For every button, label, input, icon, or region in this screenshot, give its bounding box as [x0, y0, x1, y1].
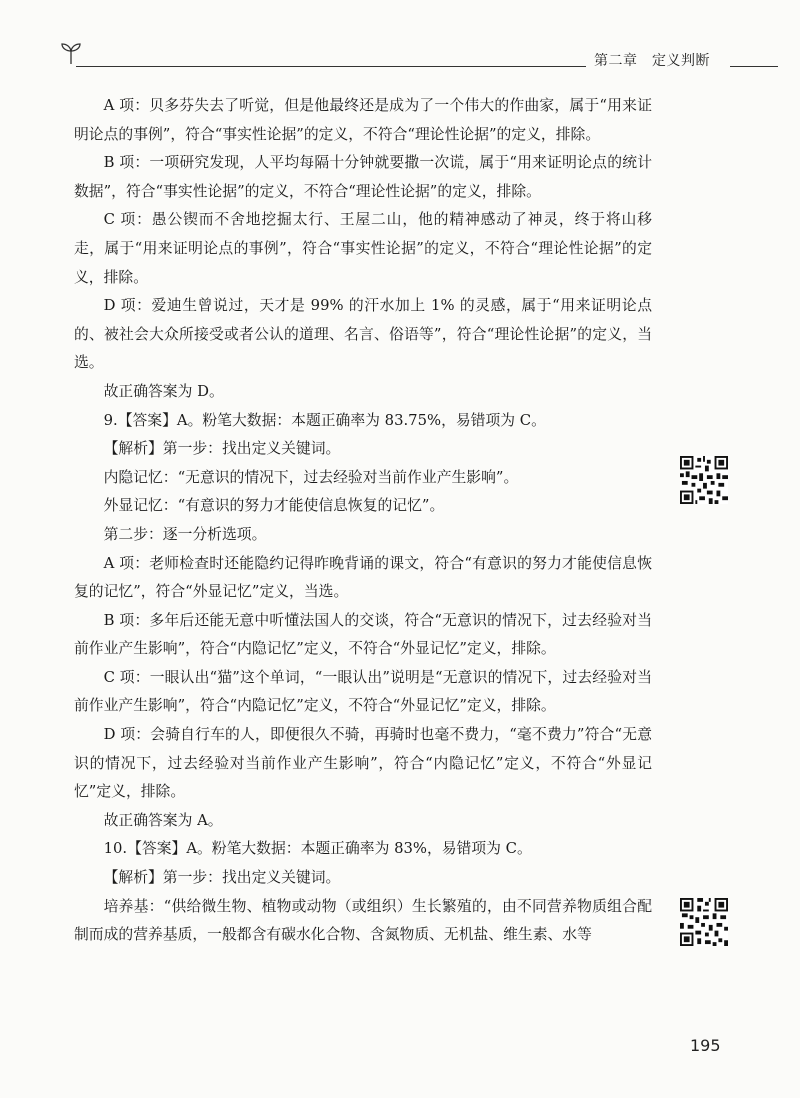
paragraph-q9-option-b: B 项：多年后还能无意中听懂法国人的交谈，符合“无意识的情况下，过去经验对当前作业产生影响”，符合“内隐记忆”定义，不符合“外显记忆”定义，排除。 [74, 611, 652, 658]
header-rule-left [76, 66, 586, 67]
paragraph-culture-medium: 培养基：“供给微生物、植物或动物（或组织）生长繁殖的，由不同营养物质组合配制而成的营养基质，一般都含有碳水化合物、含氮物质、无机盐、维生素、水等 [74, 897, 652, 944]
paragraph-option-c: C 项：愚公锲而不舍地挖掘太行、王屋二山，他的精神感动了神灵，终于将山移走，属于“用来证明论点的事例”，符合“事实性论据”的定义，不符合“理论性论据”的定义，排除。 [74, 211, 652, 286]
chapter-title: 第二章 定义判断 [594, 53, 710, 69]
leaf-sprout-icon [60, 40, 82, 66]
paragraph-implicit-memory: 内隐记忆：“无意识的情况下，过去经验对当前作业产生影响”。 [103, 468, 519, 486]
paragraph-q9-conclusion: 故正确答案为 A。 [103, 811, 223, 829]
paragraph-q9-answer: 9.【答案】A。粉笔大数据：本题正确率为 83.75%，易错项为 C。 [103, 411, 546, 429]
qr-code-icon[interactable] [680, 456, 728, 504]
paragraph-step-two: 第二步：逐一分析选项。 [103, 525, 267, 543]
header-rule-right [730, 66, 778, 67]
paragraph-q9-option-d: D 项：会骑自行车的人，即便很久不骑，再骑时也毫不费力，“毫不费力”符合“无意识的情况下，过去经验对当前作业产生影响”，符合“内隐记忆”定义，不符合“外显记忆”定义，排除。 [74, 726, 652, 801]
qr-code-icon[interactable] [680, 898, 728, 946]
paragraph-option-d: D 项：爱迪生曾说过，天才是 99% 的汗水加上 1% 的灵感，属于“用来证明论点的、被社会大众所接受或者公认的道理、名言、俗语等”，符合“理论性论据”的定义，当选。 [74, 297, 652, 372]
paragraph-option-a: A 项：贝多芬失去了听觉，但是他最终还是成为了一个伟大的作曲家，属于“用来证明论点的事例”，符合“事实性论据”的定义，不符合“理论性论据”的定义，排除。 [74, 97, 652, 143]
paragraph-answer-conclusion: 故正确答案为 D。 [103, 382, 224, 400]
paragraph-q9-option-c: C 项：一眼认出“猫”这个单词，“一眼认出”说明是“无意识的情况下，过去经验对当前作业产生影响”，符合“内隐记忆”定义，不符合“外显记忆”定义，排除。 [74, 668, 652, 715]
paragraph-explicit-memory: 外显记忆：“有意识的努力才能使信息恢复的记忆”。 [103, 497, 445, 515]
page-body [74, 92, 652, 950]
paragraph-q10-analysis: 【解析】第一步：找出定义关键词。 [103, 869, 341, 887]
paragraph-option-b: B 项：一项研究发现，人平均每隔十分钟就要撒一次谎，属于“用来证明论点的统计数据”，符合“事实性论据”的定义，不符合“理论性论据”的定义，排除。 [74, 154, 652, 200]
paragraph-q9-option-a: A 项：老师检查时还能隐约记得昨晚背诵的课文，符合“有意识的努力才能使信息恢复的记忆”，符合“外显记忆”定义，当选。 [74, 554, 652, 601]
page-number: 195 [690, 1036, 721, 1055]
paragraph-q9-analysis: 【解析】第一步：找出定义关键词。 [103, 440, 341, 458]
page-header [0, 0, 800, 80]
paragraph-q10-answer: 10.【答案】A。粉笔大数据：本题正确率为 83%，易错项为 C。 [103, 840, 532, 858]
